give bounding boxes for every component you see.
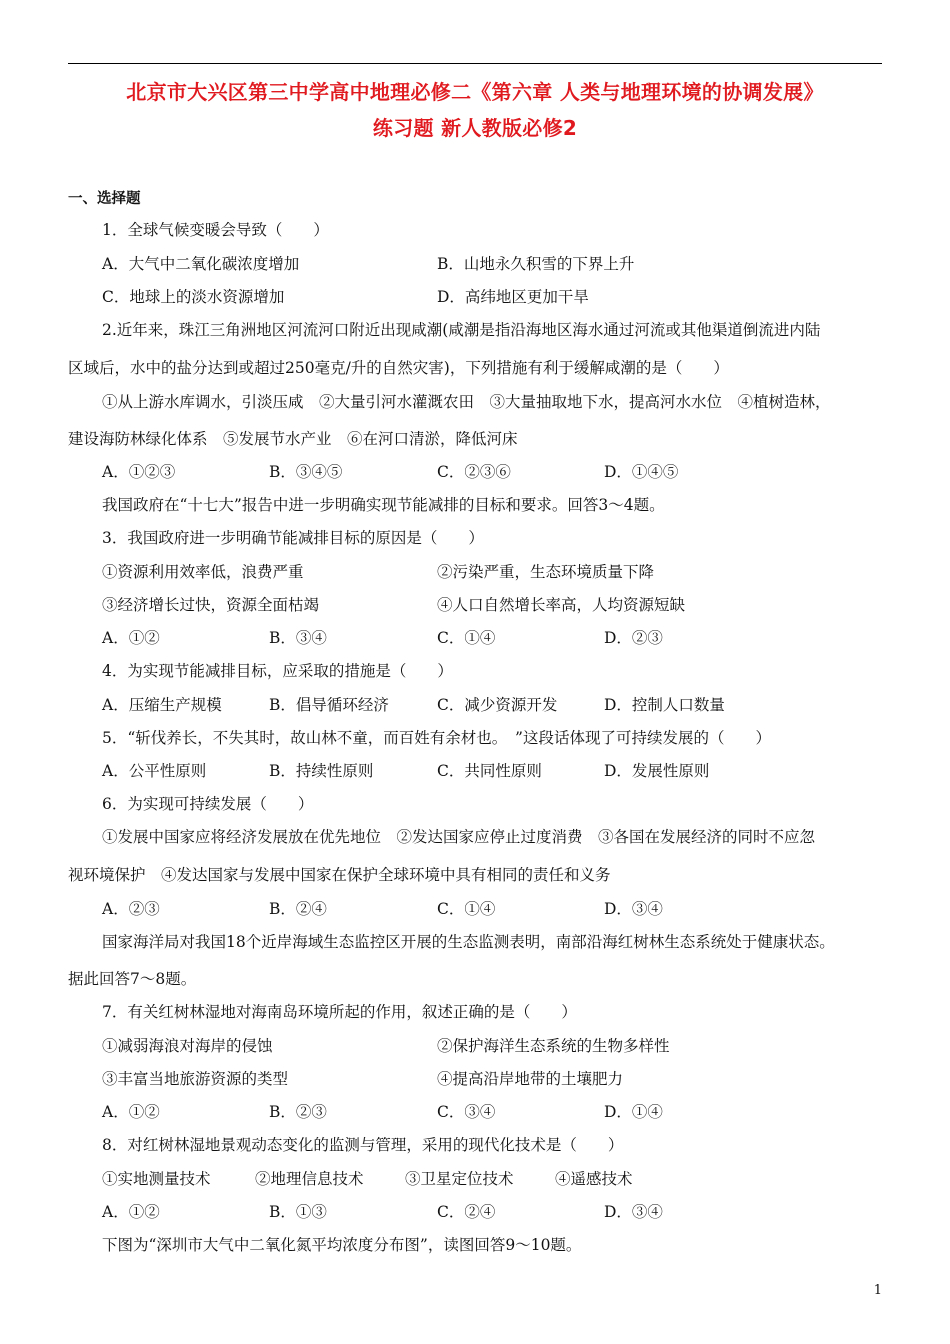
q2-option-d: D．①④⑤ — [604, 463, 679, 481]
intro-q9-10: 下图为“深圳市大气中二氧化氮平均浓度分布图”，读图回答9～10题。 — [102, 1236, 582, 1254]
q7-option-a: A．①② — [102, 1103, 160, 1121]
intro-q7-8-line1: 国家海洋局对我国18个近岸海域生态监控区开展的生态监测表明，南部沿海红树林生态系统处于健康状态。 — [102, 933, 835, 951]
q3-statement-1: ①资源利用效率低，浪费严重 — [102, 563, 304, 581]
q6-stem: 6．为实现可持续发展（ ） — [102, 795, 314, 813]
q8-option-a: A．①② — [102, 1203, 160, 1221]
q7-statement-4: ④提高沿岸地带的土壤肥力 — [437, 1070, 624, 1088]
header-rule — [68, 63, 882, 64]
q8-statement-3: ③卫星定位技术 — [405, 1170, 514, 1188]
q3-option-c: C．①④ — [437, 629, 496, 647]
document-subtitle: 练习题 新人教版必修2 — [372, 116, 578, 140]
q4-option-d: D．控制人口数量 — [604, 696, 725, 714]
q1-option-b: B．山地永久积雪的下界上升 — [437, 255, 635, 273]
q5-stem: 5．“斩伐养长，不失其时，故山林不童，而百姓有余材也。 ”这段话体现了可持续发展的（ ） — [102, 729, 771, 747]
q8-option-b: B．①③ — [269, 1203, 327, 1221]
q3-statement-4: ④人口自然增长率高，人均资源短缺 — [437, 596, 686, 614]
q3-statement-3: ③经济增长过快，资源全面枯竭 — [102, 596, 320, 614]
section-heading: 一、选择题 — [68, 191, 141, 207]
q3-stem: 3．我国政府进一步明确节能减排目标的原因是（ ） — [102, 529, 484, 547]
q1-option-c: C．地球上的淡水资源增加 — [102, 288, 285, 306]
q1-stem: 1．全球气候变暖会导致（ ） — [102, 221, 329, 239]
q3-option-b: B．③④ — [269, 629, 327, 647]
q2-stem-line1: 2.近年来，珠江三角洲地区河流河口附近出现咸潮(咸潮是指沿海地区海水通过河流或其他渠道倒流进内陆 — [102, 321, 821, 339]
q5-option-b: B．持续性原则 — [269, 762, 374, 780]
q2-statements-line2: 建设海防林绿化体系 ⑤发展节水产业 ⑥在河口清淤，降低河床 — [68, 430, 518, 448]
q7-statement-3: ③丰富当地旅游资源的类型 — [102, 1070, 289, 1088]
q2-option-a: A．①②③ — [102, 463, 176, 481]
q7-statement-1: ①减弱海浪对海岸的侵蚀 — [102, 1037, 273, 1055]
q2-statements-line1: ①从上游水库调水，引淡压咸 ②大量引河水灌溉农田 ③大量抽取地下水，提高河水水位 ④植树造林， — [102, 393, 831, 411]
q6-statements-line1: ①发展中国家应将经济发展放在优先地位 ②发达国家应停止过度消费 ③各国在发展经济的同时不应忽 — [102, 828, 816, 846]
q3-option-d: D．②③ — [604, 629, 663, 647]
q6-option-c: C．①④ — [437, 900, 496, 918]
q2-option-b: B．③④⑤ — [269, 463, 343, 481]
q8-option-c: C．②④ — [437, 1203, 496, 1221]
q4-option-b: B．倡导循环经济 — [269, 696, 389, 714]
q7-option-c: C．③④ — [437, 1103, 496, 1121]
q3-option-a: A．①② — [102, 629, 160, 647]
q6-option-a: A．②③ — [102, 900, 160, 918]
q2-option-c: C．②③⑥ — [437, 463, 511, 481]
q8-stem: 8．对红树林湿地景观动态变化的监测与管理，采用的现代化技术是（ ） — [102, 1136, 624, 1154]
q4-stem: 4．为实现节能减排目标，应采取的措施是（ ） — [102, 662, 453, 680]
q6-option-d: D．③④ — [604, 900, 663, 918]
q7-option-b: B．②③ — [269, 1103, 327, 1121]
q7-option-d: D．①④ — [604, 1103, 663, 1121]
q1-option-a: A．大气中二氧化碳浓度增加 — [102, 255, 300, 273]
q2-stem-line2: 区域后，水中的盐分达到或超过250毫克/升的自然灾害)，下列措施有利于缓解咸潮的是（ ） — [68, 359, 729, 377]
q7-statement-2: ②保护海洋生态系统的生物多样性 — [437, 1037, 670, 1055]
q5-option-c: C．共同性原则 — [437, 762, 542, 780]
q3-statement-2: ②污染严重，生态环境质量下降 — [437, 563, 655, 581]
q4-option-c: C．减少资源开发 — [437, 696, 558, 714]
intro-q3-4: 我国政府在“十七大”报告中进一步明确实现节能减排的目标和要求。回答3～4题。 — [102, 496, 665, 514]
document-title: 北京市大兴区第三中学高中地理必修二《第六章 人类与地理环境的协调发展》 — [126, 80, 824, 104]
q8-statement-2: ②地理信息技术 — [255, 1170, 364, 1188]
q8-statement-4: ④遥感技术 — [555, 1170, 633, 1188]
q8-statement-1: ①实地测量技术 — [102, 1170, 211, 1188]
q6-option-b: B．②④ — [269, 900, 327, 918]
q1-option-d: D．高纬地区更加干旱 — [437, 288, 589, 306]
intro-q7-8-line2: 据此回答7～8题。 — [68, 970, 197, 988]
q6-statements-line2: 视环境保护 ④发达国家与发展中国家在保护全球环境中具有相同的责任和义务 — [68, 866, 611, 884]
q7-stem: 7．有关红树林湿地对海南岛环境所起的作用，叙述正确的是（ ） — [102, 1003, 577, 1021]
page-number: 1 — [873, 1283, 882, 1298]
q8-option-d: D．③④ — [604, 1203, 663, 1221]
q4-option-a: A．压缩生产规模 — [102, 696, 222, 714]
q5-option-a: A．公平性原则 — [102, 762, 207, 780]
q5-option-d: D．发展性原则 — [604, 762, 710, 780]
